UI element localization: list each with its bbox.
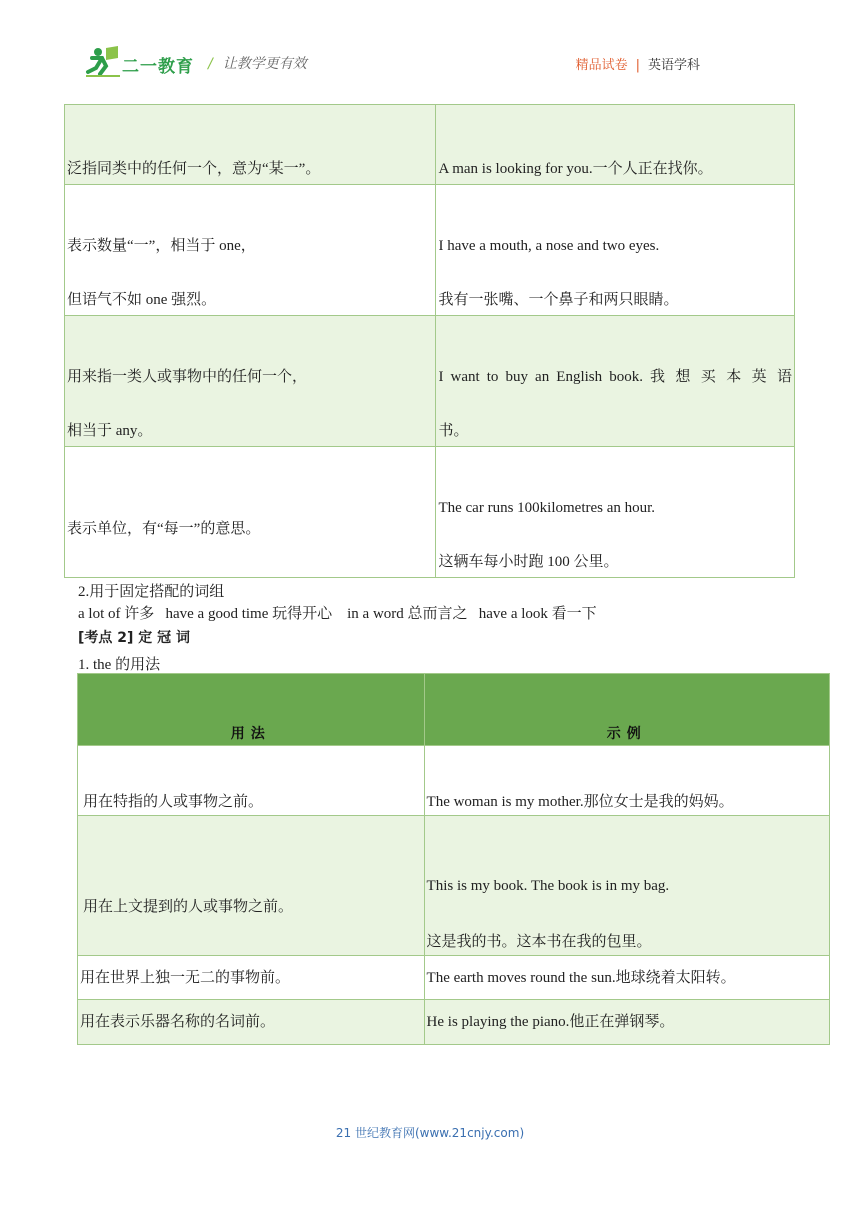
usage-text: 但语气不如 one 强烈。 xyxy=(67,292,217,308)
usage-text: 表示数量“一”，相当于 one， xyxy=(67,238,256,254)
table-header-row xyxy=(78,674,830,746)
logo-text: 二一教育 xyxy=(122,57,194,77)
usage-cell xyxy=(65,105,436,185)
header-example: 示例 xyxy=(424,674,829,746)
header-usage: 用法 xyxy=(78,674,425,746)
example-text: 我有一张嘴、一个鼻子和两只眼睛。 xyxy=(438,292,679,308)
table-row xyxy=(65,447,795,578)
example-text: A man is looking for you.一个人正在找你。 xyxy=(438,161,713,177)
the-usage-title: 1. the 的用法 xyxy=(78,657,161,673)
example-text: This is my book. The book is in my bag. xyxy=(426,878,670,894)
table-row xyxy=(78,746,830,816)
example-text: 这是我的书。这本书在我的包里。 xyxy=(426,934,652,950)
usage-cell: 用在表示乐器名称的名词前。 xyxy=(78,1000,425,1045)
table-row xyxy=(65,185,795,316)
example-cell xyxy=(436,185,795,316)
example-text: I want to buy an English book. 我 想 买 本 英 语 xyxy=(438,369,792,385)
kaodian-title: 定 冠 词 xyxy=(133,630,191,646)
usage-text: 用来指一类人或事物中的任何一个， xyxy=(67,369,308,385)
kaodian-label: [考点 2] xyxy=(78,630,134,646)
indefinite-article-table xyxy=(64,104,795,578)
example-text: 这辆车每小时跑 100 公里。 xyxy=(438,554,619,570)
example-text: I have a mouth, a nose and two eyes. xyxy=(438,238,660,254)
fixed-phrases-line: a lot of 许多 have a good time 玩得开心 in a word 总而言之 have a look 看一下 xyxy=(78,606,597,622)
usage-cell: 用在世界上独一无二的事物前。 xyxy=(78,956,425,1000)
usage-text: 表示单位，有“每一”的意思。 xyxy=(67,521,261,537)
usage-text: 相当于 any。 xyxy=(67,423,153,439)
table-row xyxy=(78,956,830,1000)
usage-cell: 用在特指的人或事物之前。 xyxy=(78,746,425,816)
tag-divider: | xyxy=(635,58,640,73)
example-cell: He is playing the piano.他正在弹钢琴。 xyxy=(424,1000,829,1045)
example-cell: The earth moves round the sun.地球绕着太阳转。 xyxy=(424,956,829,1000)
example-text: The car runs 100kilometres an hour. xyxy=(438,500,656,516)
header-tags xyxy=(576,54,700,73)
usage-cell: 用在上文提到的人或事物之前。 xyxy=(78,816,425,956)
tag-quality-paper: 精品试卷 xyxy=(575,58,628,73)
example-cell xyxy=(436,447,795,578)
table-row xyxy=(65,105,795,185)
slogan: / 让教学更有效 xyxy=(208,56,307,72)
table-row xyxy=(65,316,795,447)
kaodian-heading xyxy=(78,627,190,647)
usage-cell xyxy=(65,316,436,447)
example-cell xyxy=(436,105,795,185)
example-cell xyxy=(424,816,829,956)
tag-subject: 英语学科 xyxy=(647,58,700,73)
usage-text: 泛指同类中的任何一个，意为“某一”。 xyxy=(67,161,321,177)
section-fixed-phrases-title: 2.用于固定搭配的词组 xyxy=(78,584,225,600)
page-footer: 21 世纪教育网(www.21cnjy.com) xyxy=(335,1126,525,1140)
example-cell xyxy=(436,316,795,447)
definite-article-table xyxy=(77,673,830,1045)
example-text: 书。 xyxy=(438,423,469,439)
table-row xyxy=(78,816,830,956)
table-row xyxy=(78,1000,830,1045)
page-header xyxy=(0,0,860,104)
slogan-text: 让教学更有效 xyxy=(222,56,307,72)
usage-cell xyxy=(65,185,436,316)
usage-cell xyxy=(65,447,436,578)
example-cell: The woman is my mother.那位女士是我的妈妈。 xyxy=(424,746,829,816)
